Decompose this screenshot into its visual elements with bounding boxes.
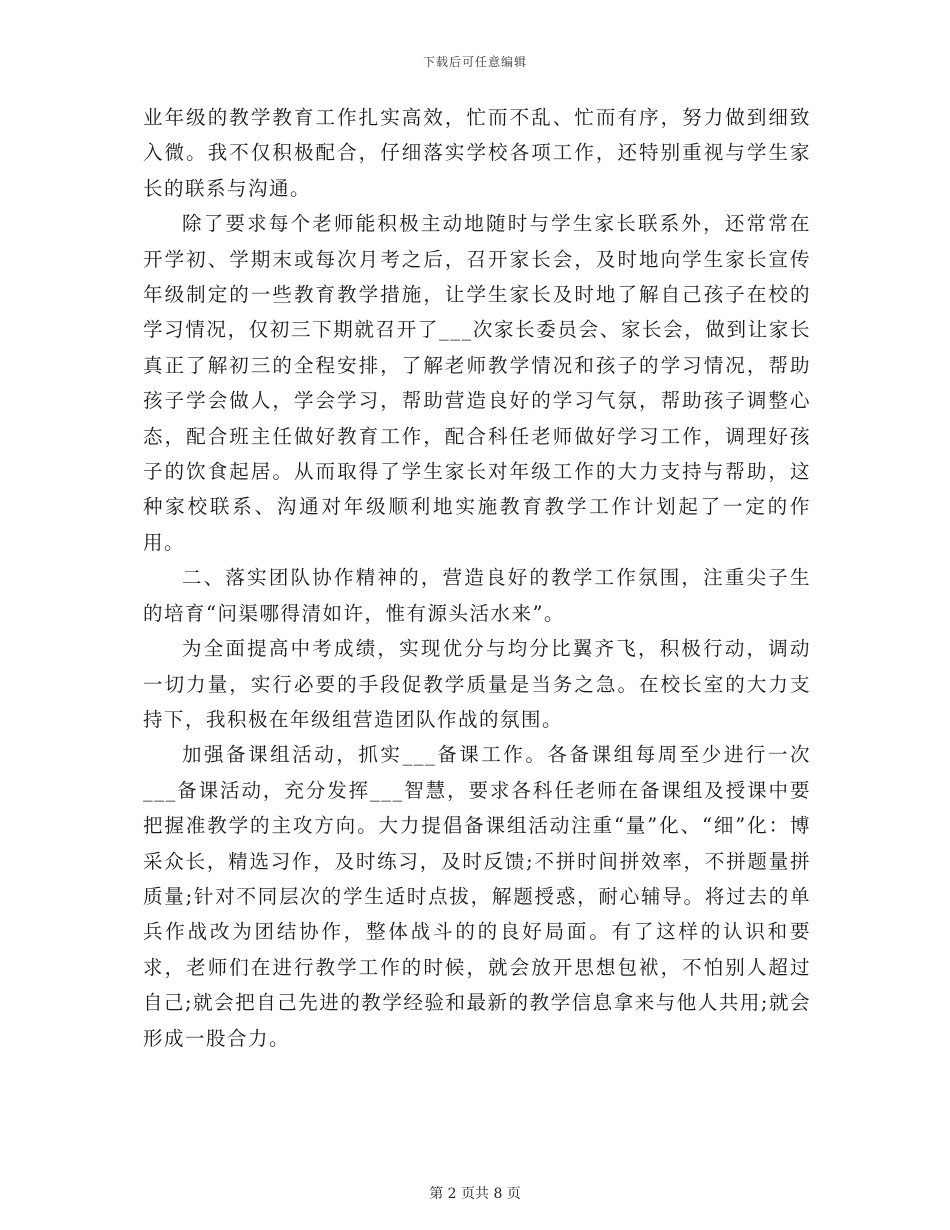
paragraph-4: 为全面提高中考成绩，实现优分与均分比翼齐飞，积极行动，调动一切力量，实行必要的手段促教学质量是当务之急。在校长室的大力支持下，我积极在年级组营造团队作战的氛围。: [143, 637, 811, 731]
document-body: [143, 100, 811, 1056]
paragraph-5: 加强备课组活动，抓实___备课工作。各备课组每周至少进行一次___备课活动，充分发挥___智慧，要求各科任老师在备课组及授课中要把握准教学的主攻方向。大力提倡备课组活动注重“量”化、“细”化：博采众长，精选习作，及时练习，及时反馈;不拼时间拼效率，不拼题量拼质量;针对不同层次的学生适时点拔，解题授惑，耐心辅导。将过去的单兵作战改为团结协作，整体战斗的的良好局面。有了这样的认识和要求，老师们在进行教学工作的时候，就会放开思想包袱，不怕别人超过自己;就会把自己先进的教学经验和最新的教学信息拿来与他人共用;就会形成一股合力。: [143, 743, 811, 1050]
page-number-footer: 第 2 页共 8 页: [429, 1186, 521, 1202]
page-header: 下载后可任意编辑: [422, 55, 527, 69]
paragraph-2: 除了要求每个老师能积极主动地随时与学生家长联系外，还常常在开学初、学期末或每次月考之后，召开家长会，及时地向学生家长宣传年级制定的一些教育教学措施，让学生家长及时地了解自己孩子在校的学习情况，仅初三下期就召开了___次家长委员会、家长会，做到让家长真正了解初三的全程安排，了解老师教学情况和孩子的学习情况，帮助孩子学会做人，学会学习，帮助营造良好的学习气氛，帮助孩子调整心态，配合班主任做好教育工作，配合科任老师做好学习工作，调理好孩子的饮食起居。从而取得了学生家长对年级工作的大力支持与帮助，这种家校联系、沟通对年级顺利地实施教育教学工作计划起了一定的作用。: [143, 212, 811, 554]
paragraph-1: 业年级的教学教育工作扎实高效，忙而不乱、忙而有序，努力做到细致入微。我不仅积极配合，仔细落实学校各项工作，还特别重视与学生家长的联系与沟通。: [143, 106, 811, 200]
paragraph-3-section-heading: 二、落实团队协作精神的，营造良好的教学工作氛围，注重尖子生的培育“问渠哪得清如许，惟有源头活水来”。: [143, 566, 811, 625]
